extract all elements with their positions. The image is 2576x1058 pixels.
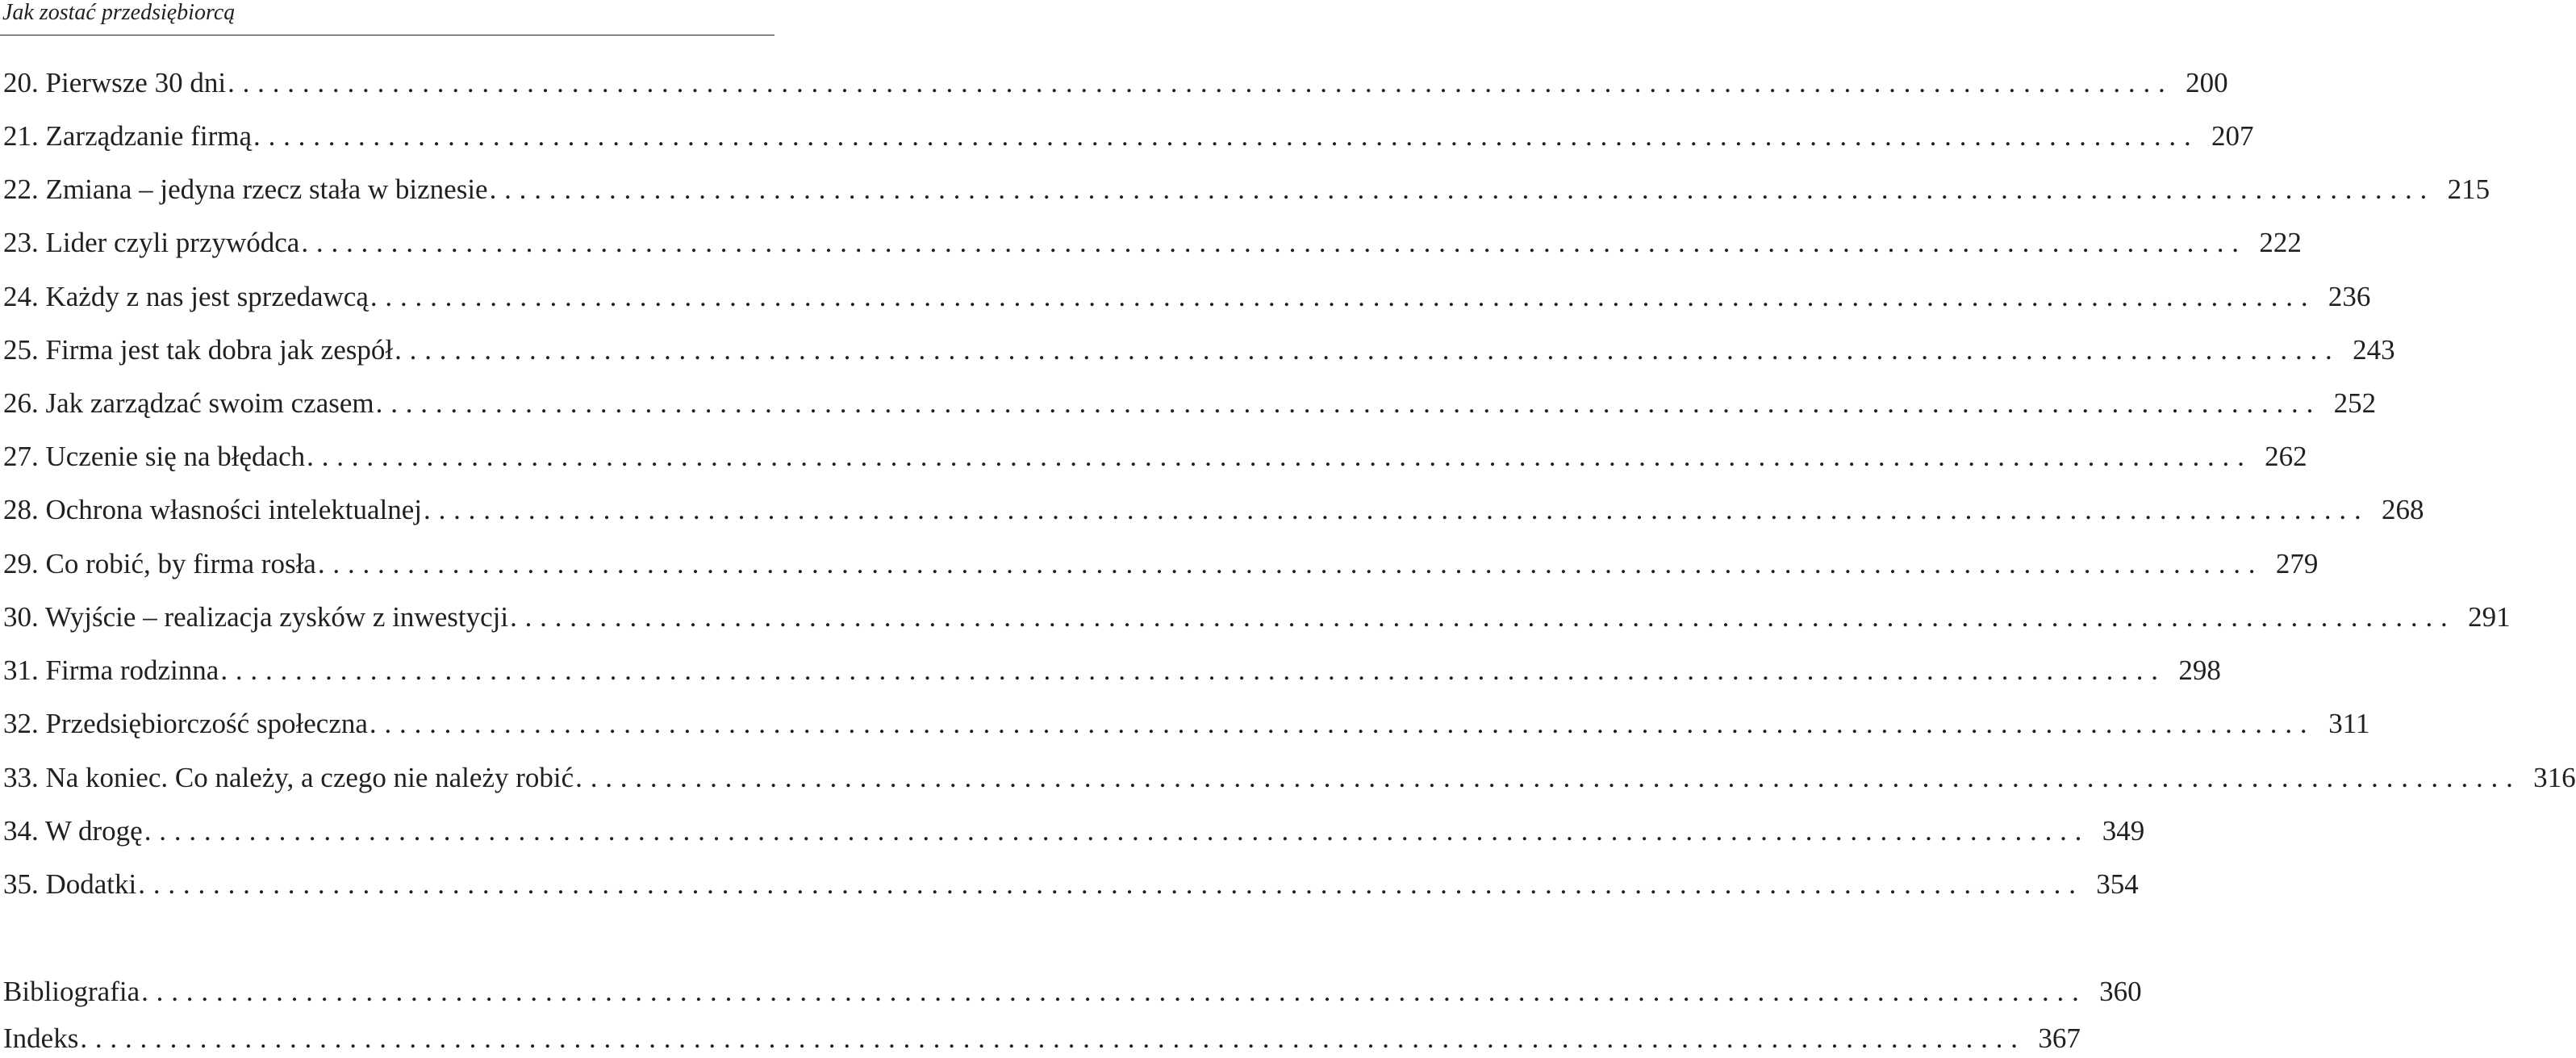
toc-page-number: 360 [2099,976,2142,1007]
toc-entry [3,865,2139,904]
toc-dot-leader: .................................................................................................................................. [141,976,2087,1007]
toc-entry-title: 33. Na koniec. Co należy, a czego nie należy robić [3,762,574,793]
toc-entry-title: 29. Co robić, by firma rosła [3,548,316,579]
toc-page-number: 268 [2382,494,2424,525]
toc-dot-leader: .................................................................................................................................. [301,227,2247,258]
toc-dot-leader: .................................................................................................................................. [510,601,2456,633]
toc-entry [3,224,2302,262]
toc-page-number: 252 [2333,387,2377,419]
toc-dot-leader: .................................................................................................................................. [375,387,2322,419]
toc-page-number: 200 [2186,67,2228,98]
toc-dot-leader: .................................................................................................................................. [144,815,2090,847]
toc-entry-title: 35. Dodatki [3,868,137,900]
toc-dot-leader: .................................................................................................................................. [489,174,2436,205]
toc-dot-leader: .................................................................................................................................. [220,654,2166,686]
toc-entry-title: 25. Firma jest tak dobra jak zespół [3,334,394,366]
toc-entry [3,491,2424,529]
toc-entry [3,117,2254,156]
toc-entry-title: Bibliografia [3,976,140,1007]
toc-page-number: 367 [2038,1022,2081,1054]
toc-page-number: 215 [2447,174,2490,205]
toc-entry [3,759,2576,797]
toc-entry-title: 30. Wyjście – realizacja zysków z inwestycji [3,601,509,633]
toc-page-number: 236 [2328,281,2371,312]
toc-dot-leader: .................................................................................................................................. [424,494,2369,525]
toc-entry [3,545,2319,583]
toc-entry [3,972,2142,1011]
toc-page-number: 279 [2275,548,2319,579]
toc-entry-title: 27. Uczenie się na błędach [3,441,306,472]
toc-entry-title: 20. Pierwsze 30 dni [3,67,227,98]
toc-entry [3,1019,2081,1058]
toc-entry [3,598,2511,637]
toc-entry-title: 32. Przedsiębiorczość społeczna [3,708,368,739]
toc-page-number: 354 [2096,868,2139,900]
toc-entry [3,437,2307,476]
toc-entry [3,651,2221,690]
toc-dot-leader: .................................................................................................................................. [80,1022,2026,1054]
toc-entry [3,278,2371,316]
toc-dot-leader: .................................................................................................................................. [253,120,2199,152]
toc-entry-title: Indeks [3,1022,79,1054]
toc-entry [3,170,2490,209]
toc-entry-title: 24. Każdy z nas jest sprzedawcą [3,281,369,312]
toc-page-number: 316 [2533,762,2576,793]
toc-page-number: 262 [2265,441,2307,472]
toc-page-number: 207 [2211,120,2254,152]
toc-page-number: 291 [2468,601,2511,633]
toc-dot-leader: .................................................................................................................................. [395,334,2340,366]
toc-entry-title: 31. Firma rodzinna [3,654,219,686]
toc-dot-leader: .................................................................................................................................. [369,281,2316,312]
toc-entry-title: 22. Zmiana – jedyna rzecz stała w biznesie [3,174,488,205]
toc-page-number: 311 [2328,708,2370,739]
toc-page-number: 222 [2259,227,2302,258]
toc-entry-title: 21. Zarządzanie firmą [3,120,253,152]
running-header-title: Jak zostać przedsiębiorcą [2,0,236,25]
toc-entry-title: 34. W drogę [3,815,143,847]
toc-dot-leader: .................................................................................................................................. [138,868,2084,900]
toc-entry [3,812,2145,851]
toc-entry [3,705,2370,743]
toc-dot-leader: .................................................................................................................................. [575,762,2521,793]
toc-dot-leader: .................................................................................................................................. [317,548,2264,579]
toc-page-number: 298 [2178,654,2221,686]
toc-entry-title: 23. Lider czyli przywódca [3,227,300,258]
toc-entry-title: 28. Ochrona własności intelektualnej [3,494,423,525]
toc-entry-title: 26. Jak zarządzać swoim czasem [3,387,374,419]
toc-entry [3,384,2377,423]
toc-dot-leader: .................................................................................................................................. [369,708,2315,739]
toc-dot-leader: .................................................................................................................................. [228,67,2173,98]
toc-dot-leader: .................................................................................................................................. [307,441,2252,472]
toc-entry [3,331,2395,370]
toc-page-number: 243 [2353,334,2395,366]
toc-entry [3,64,2228,102]
toc-page-number: 349 [2102,815,2145,847]
